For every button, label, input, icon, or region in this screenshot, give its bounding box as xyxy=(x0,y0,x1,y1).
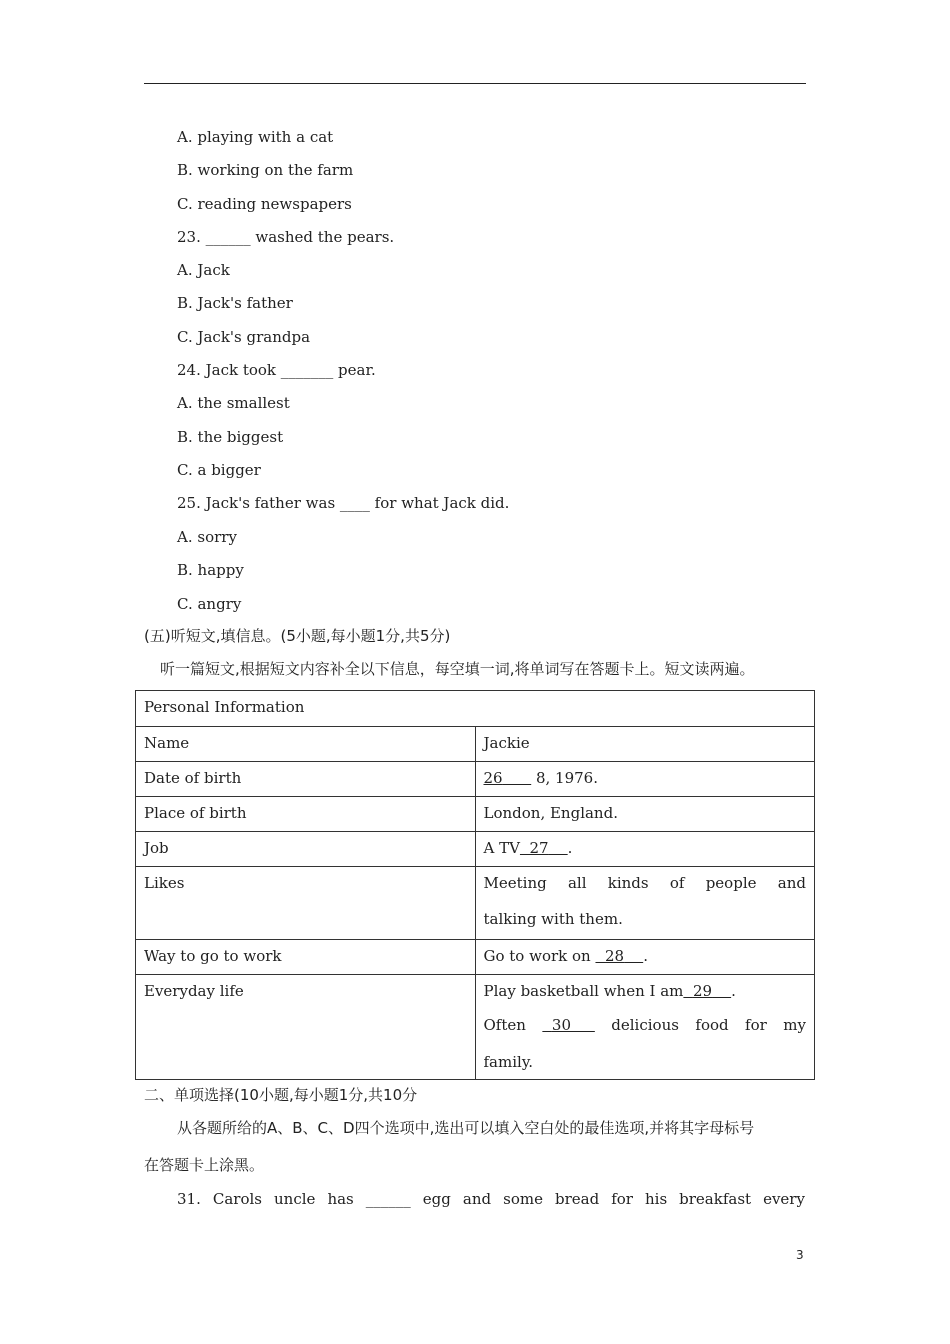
word: delicious xyxy=(611,1016,679,1034)
value-dob xyxy=(475,762,815,797)
value-way xyxy=(475,940,815,975)
word: kinds xyxy=(607,874,649,892)
word: egg xyxy=(422,1190,451,1208)
section2-instruction-line2: 在答题卡上涂黑。 xyxy=(144,1156,265,1174)
q25-stem: 25. Jack's father was ____ for what Jack did. xyxy=(177,494,510,512)
q25-option-c: C. angry xyxy=(177,595,242,613)
header-rule xyxy=(144,83,806,84)
word: bread xyxy=(554,1190,600,1208)
word: every xyxy=(763,1190,805,1208)
table-row xyxy=(136,797,815,832)
life-line1-prefix: Play basketball when I am xyxy=(483,982,684,1000)
word: Carols xyxy=(212,1190,262,1208)
word: some xyxy=(503,1190,543,1208)
word: for xyxy=(611,1190,633,1208)
q24-option-c: C. a bigger xyxy=(177,461,261,479)
q31-stem xyxy=(177,1189,805,1209)
q25-option-b: B. happy xyxy=(177,561,244,579)
way-suffix: . xyxy=(643,947,648,965)
section5-heading: (五)听短文,填信息。(5小题,每小题1分,共5分) xyxy=(144,627,451,645)
dob-rest: 8, 1976. xyxy=(531,769,598,787)
word: people xyxy=(705,874,757,892)
q23-option-c: C. Jack's grandpa xyxy=(177,328,311,346)
q22-option-b: B. working on the farm xyxy=(177,161,354,179)
life-line1 xyxy=(484,981,807,1001)
table-row xyxy=(136,762,815,797)
q25-option-a: A. sorry xyxy=(177,528,237,546)
q24-option-a: A. the smallest xyxy=(177,394,290,412)
q23-option-b: B. Jack's father xyxy=(177,294,293,312)
value-pob: London, England. xyxy=(475,797,815,832)
section5-instruction: 听一篇短文,根据短文内容补全以下信息，每空填一词,将单词写在答题卡上。短文读两遍。 xyxy=(160,660,755,678)
blank-27: 27 xyxy=(529,839,549,857)
q23-stem: 23. ______ washed the pears. xyxy=(177,228,395,246)
value-life xyxy=(475,975,815,1080)
life-line2 xyxy=(484,1015,807,1035)
page-number: 3 xyxy=(796,1248,804,1262)
table-row xyxy=(136,940,815,975)
way-prefix: Go to work on xyxy=(483,947,596,965)
label-name: Name xyxy=(136,727,476,762)
job-prefix: A TV xyxy=(483,839,520,857)
table-row xyxy=(136,832,815,867)
q22-option-a: A. playing with a cat xyxy=(177,128,334,146)
q22-option-c: C. reading newspapers xyxy=(177,195,352,213)
label-job: Job xyxy=(136,832,476,867)
word: all xyxy=(567,874,587,892)
value-likes xyxy=(475,867,815,940)
likes-line1 xyxy=(484,873,807,893)
word: for xyxy=(745,1016,767,1034)
blank: ______ xyxy=(365,1190,411,1208)
blank-26: 26 xyxy=(483,769,503,787)
word: of xyxy=(669,874,685,892)
label-likes: Likes xyxy=(136,867,476,940)
table-row xyxy=(136,727,815,762)
word: and xyxy=(462,1190,492,1208)
q24-option-b: B. the biggest xyxy=(177,428,284,446)
word: my xyxy=(783,1016,806,1034)
table-row xyxy=(136,975,815,1080)
q23-option-a: A. Jack xyxy=(177,261,230,279)
table-row xyxy=(136,867,815,940)
label-pob: Place of birth xyxy=(136,797,476,832)
table-title: Personal Information xyxy=(136,691,815,727)
job-suffix: . xyxy=(567,839,573,857)
blank-28: 28 xyxy=(605,947,625,965)
life-line3: family. xyxy=(483,1053,534,1071)
section2-heading: 二、单项选择(10小题,每小题1分,共10分 xyxy=(144,1086,418,1104)
word: breakfast xyxy=(679,1190,752,1208)
life-line1-suffix: . xyxy=(731,982,736,1000)
personal-info-table xyxy=(135,690,815,1080)
blank-29: 29 xyxy=(692,982,713,1000)
word: and xyxy=(777,874,806,892)
word: 31. xyxy=(177,1190,201,1208)
q24-stem: 24. Jack took _______ pear. xyxy=(177,361,376,379)
blank-30: 30 xyxy=(551,1016,571,1034)
word: food xyxy=(695,1016,729,1034)
value-name: Jackie xyxy=(475,727,815,762)
label-dob: Date of birth xyxy=(136,762,476,797)
table-title-row xyxy=(136,691,815,727)
word: his xyxy=(644,1190,668,1208)
word: Meeting xyxy=(483,874,547,892)
blank-30-wrap xyxy=(542,1015,594,1035)
likes-line2: talking with them. xyxy=(483,910,623,928)
word: Often xyxy=(483,1016,526,1034)
label-life: Everyday life xyxy=(136,975,476,1080)
word: uncle xyxy=(274,1190,316,1208)
section2-instruction-line1: 从各题所给的A、B、C、D四个选项中,选出可以填入空白处的最佳选项,并将其字母标号 xyxy=(177,1119,755,1137)
label-way: Way to go to work xyxy=(136,940,476,975)
value-job xyxy=(475,832,815,867)
word: has xyxy=(327,1190,354,1208)
